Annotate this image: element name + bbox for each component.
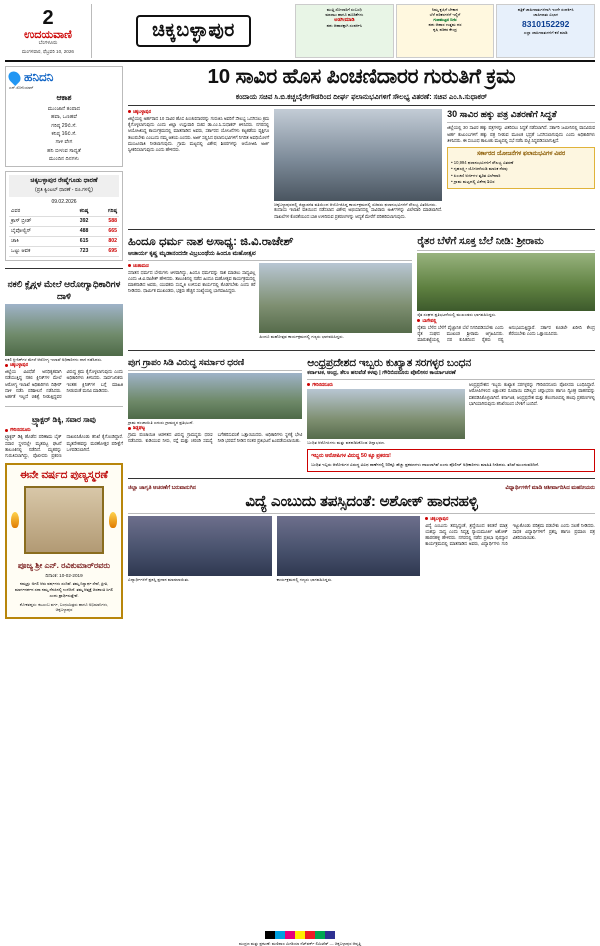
mid-story-3-caption: ಗ್ರಾಮ ಪಂಚಾಯಿತಿ ಎದುರು ಗ್ರಾಮಸ್ಥರ ಪ್ರತಿಭಟನೆ. — [128, 419, 194, 425]
ad-fert-line1: ನಿಮ್ಮ ಕೃಷಿಗೆ ಬೇಕಾದ — [431, 7, 459, 12]
left-story-2-byline: ಗೌರಿಬಿದನೂರು — [5, 427, 123, 432]
divider — [128, 370, 302, 371]
case-count-headline: ಇಬ್ಬರು ಆರೋಪಿಗಳ ವಿರುದ್ಧ 50 ಕ್ಕೂ ಪ್ರಕರಣ! — [311, 452, 391, 459]
lead-byline: ಚಿಕ್ಕಬಳ್ಳಾಪುರ — [128, 109, 269, 114]
market-title — [9, 175, 119, 196]
mid-story-2-byline: ಬಾಗೇಪಲ್ಲಿ — [417, 318, 595, 323]
divider — [128, 260, 412, 261]
reg-green — [315, 931, 325, 939]
reg-cyan — [275, 931, 285, 939]
case-count-box — [307, 449, 595, 472]
bottom-caption-1: ವಿದ್ಯಾರ್ಥಿಗಳಿಗೆ ಪ್ರಶಸ್ತಿ ಪ್ರದಾನ ಮಾಡಲಾಯಿತು. — [128, 576, 190, 582]
mid-story-1-sub: ಆಚಾರ್ಯ ಕೃಷ್ಣ ಮೃಡಾನಂದಜೀ ವಿಬ್ರಬಂಥೆಯ ಹಿಂದೂ ಮಹೋತ್ಸವ — [128, 250, 256, 257]
weather-row: ಮುಂದಿನ ದಿನಗಳು — [48, 155, 80, 162]
left-story-1-body — [5, 369, 123, 400]
page-footer: ಮುದ್ರಣ ಮತ್ತು ಪ್ರಕಟಣೆ: ಮಣಿಪಾಲ ಮೀಡಿಯಾ ನೆಟ್‌ವರ್ಕ್ ಲಿಮಿಟೆಡ್ — ಚಿಕ್ಕಬಳ್ಳಾಪುರ ಆವೃತ್ತಿ — [239, 941, 361, 946]
left-story-1 — [5, 276, 123, 401]
bullet-icon — [128, 110, 131, 113]
paper-name — [24, 29, 72, 47]
mid-story-3-body — [128, 432, 302, 446]
mid-story-3-photo — [128, 373, 302, 419]
weather-box — [5, 66, 123, 167]
market-date: 09.02.2026 — [51, 198, 77, 205]
mid-story-4-body — [469, 382, 595, 407]
reg-magenta — [285, 931, 295, 939]
mid-story-1-headline: ಹಿಂದೂ ಧರ್ಮ ನಾಶ ಅಸಾಧ್ಯ: ಜಿ.ವಿ.ರಾಜೇಶ್ — [128, 235, 294, 248]
bullet-icon — [5, 364, 8, 367]
lead-caption: ಚಿಕ್ಕಬಳ್ಳಾಪುರದಲ್ಲಿ ಜಿಲ್ಲಾಡಳಿತ ವತಿಯಿಂದ ಆಯೋಜಿಸಿದ್ದ ಕಾರ್ಯಕ್ರಮದಲ್ಲಿ ಸಚಿವರು ಫಲಾನುಭವಿಗಳಿಗೆ ಸೌಲಭ್ಯ ವಿತರಿಸಿದರು. — [274, 202, 437, 208]
bullet-icon — [425, 517, 428, 520]
mid-story-1-body — [128, 270, 255, 295]
obituary-name: ಪೂಜ್ಯ ಶ್ರೀ ಎನ್. ರವಿಕುಮಾರ್‌ರವರು — [17, 560, 111, 570]
left-story-2-text: ಟ್ರ್ಯಾಕ್ಟರ್ ಡಿಕ್ಕಿ ಹೊಡೆದ ಪರಿಣಾಮ ಬೈಕ್ ಸವಾರ ಸ್ಥಳದಲ್ಲೇ ಮೃತಪಟ್ಟ ಘಟನೆ ತಾಲೂಕಿನಲ್ಲಿ ನಡೆದಿದೆ. ಮೃತರನ್ನು ಗುರುತಿಸಲಾಗಿದ್ದು, ಪೊಲೀಸರು ಪ್ರಕರಣ ದಾಖಲಿಸಿಕೊಂಡು ತನಿಖೆ ಕೈಗೊಂಡಿದ್ದಾರೆ. ಮೃತದೇಹವನ್ನು ಮರಣೋತ್ತರ ಪರೀಕ್ಷೆಗೆ ಒಳಪಡಿಸಲಾಗಿದೆ. — [5, 434, 123, 459]
mid-story-hindu — [128, 236, 412, 344]
divider — [128, 350, 595, 351]
mid-story-3-headline: ಪುಗ ಗ್ರಾಪಂ ಸಿಡಿ ವಿರುದ್ಧ ಸರ್ಮಾರ ಧರಣಿ — [128, 356, 245, 367]
bottom-caption-2: ಕಾರ್ಯಕ್ರಮದಲ್ಲಿ ಗಣ್ಯರು ಭಾಗವಹಿಸಿದ್ದರು. — [276, 576, 333, 582]
divider — [128, 229, 595, 230]
market-subtitle: (ಪ್ರತಿ ಕ್ವಿಂಟಲ್ ಧಾರಣೆ - ರೂ.ಗಳಲ್ಲಿ) — [35, 186, 93, 193]
paper-name-text: ಉದಯವಾಣಿ — [24, 28, 72, 41]
bullet-icon — [417, 319, 420, 322]
market-table — [9, 207, 119, 257]
table-header-row — [9, 207, 119, 217]
bottom-photo-1 — [128, 516, 272, 576]
market-row-min: 723 — [63, 246, 91, 256]
left-story-1-byline: ಚಿಕ್ಕಬಳ್ಳಾಪುರ — [5, 362, 123, 367]
left-story-2-headline: ಟ್ರ್ಯಾಕ್ಟರ್ ಡಿಕ್ಕಿ, ಸವಾರ ಸಾವು — [32, 415, 96, 425]
reg-yellow — [295, 931, 305, 939]
weather-city: ಆಕಾಶ — [56, 93, 72, 102]
lead-story — [128, 66, 595, 223]
ad-mutton-line3: ಪಶು ಆಹಾರಕ್ಕಾಗಿ ಸಂಪರ್ಕಿಸಿ — [326, 23, 363, 29]
reg-red — [305, 931, 315, 939]
table-row — [9, 216, 119, 226]
market-row-label: ಒಟ್ಟು ಆವಕ — [9, 246, 63, 256]
weather-brand: ಹನಿದನಿ — [24, 70, 54, 84]
mid-row-1 — [128, 236, 595, 344]
divider — [447, 122, 595, 123]
bullet-icon — [307, 383, 310, 386]
mid-story-2-caption: ರೈತ ಸಂಘದ ಪ್ರತಿಭಟನೆಯಲ್ಲಿ ಮುಖಂಡರು ಭಾಗವಹಿಸಿದ್ದರು. — [417, 312, 497, 318]
divider — [307, 379, 595, 380]
mid-story-farmer — [417, 236, 595, 344]
bottom-byline: ಚಿಕ್ಕಬಳ್ಳಾಪುರ — [425, 516, 595, 521]
table-row — [9, 226, 119, 236]
ad-phone-line3: ಎಲ್ಲಾ ಜಾಹೀರಾತುಗಳಿಗೆ ಕರೆ ಮಾಡಿ — [523, 29, 568, 35]
mid-story-4-sub: ಕರ್ನಾಟಕ, ಆಂಧ್ರ, ತೆಲಂ ಹಲವೆಡೆ ಕಳವು | ಗೌರಿಬಿದನೂರು ಪೊಲೀಸರ ಕಾರ್ಯಾಚರಣೆ — [307, 370, 456, 377]
market-row-min: 615 — [63, 236, 91, 246]
bottom-story — [128, 485, 595, 582]
reg-blue — [325, 931, 335, 939]
bottom-sub-right: ವಿಧ್ಯಾರ್ಥಿಗಳಿಗೆ ಮಾಡಿ ಆಶೀರ್ವಾದಿಸಿದ ಮಹನೀಯರು — [505, 484, 595, 491]
masthead-date: ಮಂಗಳವಾರ, ಫೆಬ್ರವರಿ 10, 2026 — [22, 48, 74, 54]
ad-fert-line6: ಕೃಷಿ ಪರಿಕರ ಕೇಂದ್ರ — [433, 27, 457, 32]
weather-row: ಗರಿಷ್ಠ 29ಲಿ.ಸೆ. — [51, 122, 77, 129]
weather-row: ಮುಂಜಾನೆ ತಂಪಾದ — [47, 106, 81, 112]
case-count-text: ಬಂಧಿತ ಇಬ್ಬರು ಆರೋಪಿಗಳ ವಿರುದ್ಧ ವಿವಿಧ ಠಾಣೆಗಳಲ್ಲಿ 50ಕ್ಕೂ ಹೆಚ್ಚು ಪ್ರಕರಣಗಳು ದಾಖಲಾಗಿವೆ ಎಂದು ಪೊಲೀಸ್ ಅಧಿಕಾರಿಗಳು ಮಾಹಿತಿ ನೀಡಿದರು. ತನಿಖೆ ಮುಂದುವರಿದಿದೆ. — [311, 461, 540, 467]
lead-subhead: ಕಂದಾಯ ಸಚಿವ ಸಿ.ಬಿ.ಕಚ್ಚಬೈರೇಗೌಡರಿಂದ ದೀರ್ಘ ಫಲಾನುಭವಿಗಳಿಗೆ ಸೌಲಭ್ಯ ವಿತರಣೆ: ಸಚಿವ ಎಂ.ಸಿ.ಸುಧಾಕರ್ — [235, 91, 488, 101]
lead-text: ಜಿಲ್ಲೆಯಲ್ಲಿ ಅರ್ಹರಾದ 10 ಸಾವಿರ ಹೊಸ ಪಿಂಚಣಿದಾರರನ್ನು ಗುರುತಿಸಿ ಅವರಿಗೆ ಸೌಲಭ್ಯ ಒದಗಿಸಲು ಕ್ರಮ ಕೈಗೊಳ್ಳಲಾಗುವುದು ಎಂದು ಜಿಲ್ಲಾ ಉಸ್ತುವಾರಿ ಸಚಿವ ಡಾ.ಎಂ.ಸಿ.ಸುಧಾಕರ್ ತಿಳಿಸಿದರು. ನಗರದಲ್ಲಿ ಆಯೋಜಿಸಿದ್ದ ಕಾರ್ಯಕ್ರಮದಲ್ಲಿ ಮಾತನಾಡಿದ ಅವರು, ಸರ್ಕಾರದ ಯೋಜನೆಗಳು ಕಟ್ಟಕಡೆಯ ವ್ಯಕ್ತಿಗೂ ತಲುಪಬೇಕು ಎಂಬುದು ನಮ್ಮ ಆಶಯ ಎಂದರು. ಅರ್ಜಿ ಸಲ್ಲಿಸಿದ ಫಲಾನುಭವಿಗಳಿಗೆ ನಿಗದಿತ ಅವಧಿಯೊಳಗೆ ಮಂಜೂರಾತಿ ನೀಡಲಾಗುವುದು. ಗ್ರಾಮ ಮಟ್ಟದಲ್ಲಿ ವಿಶೇಷ ಶಿಬಿರಗಳನ್ನು ಆಯೋಜಿಸಿ ಅರ್ಜಿ ಸ್ವೀಕರಿಸಲಾಗುವುದು ಎಂದು ಹೇಳಿದರು. — [128, 116, 270, 153]
table-row — [9, 246, 119, 256]
divider — [417, 250, 595, 251]
market-box — [5, 171, 123, 260]
sidebox-item: • ಪಿಂಚಣಿ ಅರ್ಜಿಗಳ ತ್ವರಿತ ವಿಲೇವಾರಿ — [451, 172, 501, 178]
left-story-1-caption: ನಕಲಿ ಕ್ಲೀನಿಕ್‌ಗಳ ಮೇಲೆ ಆರೋಗ್ಯ ಇಲಾಖೆ ಅಧಿಕಾರಿಗಳು ದಾಳಿ ನಡೆಸಿದರು. — [5, 356, 103, 362]
edition-title-wrap — [92, 4, 295, 58]
sidebox-title: ಸರ್ಕಾರದ ಯೋಜನೆಗಳ ಫಲಾನುಭವಿಗಳ ವಿವರ — [477, 150, 566, 157]
left-story-1-text: ಜಿಲ್ಲೆಯ ವಿವಿಧೆಡೆ ಅನಧಿಕೃತವಾಗಿ ನಡೆಯುತ್ತಿದ್ದ ನಕಲಿ ಕ್ಲಿನಿಕ್‌ಗಳ ಮೇಲೆ ಆರೋಗ್ಯ ಇಲಾಖೆ ಅಧಿಕಾರಿಗಳು ದಿಢೀರ್ ದಾಳಿ ನಡೆಸಿ ಪರಿಶೀಲನೆ ನಡೆಸಿದರು. ಅರ್ಹತೆ ಇಲ್ಲದೆ ಚಿಕಿತ್ಸೆ ನೀಡುತ್ತಿದ್ದವರ ವಿರುದ್ಧ ಕ್ರಮ ಕೈಗೊಳ್ಳಲಾಗುವುದು ಎಂದು ಅಧಿಕಾರಿಗಳು ತಿಳಿಸಿದರು. ಸಾರ್ವಜನಿಕರು ಇಂತಹ ಕ್ಲಿನಿಕ್‌ಗಳ ಬಗ್ಗೆ ಮಾಹಿತಿ ನೀಡುವಂತೆ ಮನವಿ ಮಾಡಿದರು. — [5, 369, 123, 400]
divider — [5, 406, 123, 407]
ad-fert-line3: ಗುಣಮಟ್ಟದ ಬೀಜ — [433, 17, 457, 22]
obituary-ad[interactable] — [5, 463, 123, 619]
lead-photo — [274, 109, 442, 201]
market-title-text: ಚಿಕ್ಕಬಳ್ಳಾಪುರ ರೇಷ್ಮೆಗೂಡು ಧಾರಣೆ — [30, 177, 98, 185]
ad-fertilizer[interactable] — [396, 4, 495, 58]
market-col-max: ಗರಿಷ್ಠ — [90, 207, 119, 217]
divider — [128, 513, 595, 514]
divider — [5, 268, 123, 269]
market-row-label: ಚಾಕಿ — [9, 236, 63, 246]
ad-fert-line2: ಬೆಳೆ ಪರಿಕರಗಳಿಗೆ ಇಲ್ಲಿಗೆ — [429, 12, 461, 17]
ad-mutton-highlight: ಅಡಗೀಮಾಡಿ — [334, 17, 355, 23]
left-story-1-photo — [5, 304, 123, 356]
mid-story-4-byline: ಗೌರಿಬಿದನೂರು — [307, 382, 465, 387]
market-row-max: 665 — [90, 226, 119, 236]
weather-rows — [9, 105, 119, 163]
table-row — [9, 236, 119, 246]
mid-story-1-text: ಸನಾತನ ಧರ್ಮದ ಬೇರುಗಳು ಆಳವಾಗಿದ್ದು, ಹಿಂದೂ ಧರ್ಮವನ್ನು ನಾಶ ಮಾಡಲು ಸಾಧ್ಯವಿಲ್ಲ ಎಂದು ಜಿ.ವಿ.ರಾಜೇಶ್ ಹೇಳಿದರು. ತಾಲೂಕಿನಲ್ಲಿ ನಡೆದ ಹಿಂದೂ ಮಹೋತ್ಸವ ಕಾರ್ಯಕ್ರಮದಲ್ಲಿ ಮಾತನಾಡಿದ ಅವರು, ಯುವಕರು ಸಂಸ್ಕೃತಿ ಉಳಿಸುವ ಕಾರ್ಯದಲ್ಲಿ ತೊಡಗಬೇಕು ಎಂದು ಕರೆ ನೀಡಿದರು. ಧಾರ್ಮಿಕ ಮುಖಂಡರು, ಭಕ್ತರು ಹೆಚ್ಚಿನ ಸಂಖ್ಯೆಯಲ್ಲಿ ಭಾಗವಹಿಸಿದ್ದರು. — [128, 269, 256, 294]
masthead — [5, 4, 595, 62]
ad-phone-line1: ಪತ್ರಿಕೆ ಜಾಹೀರಾತುಗಳಿಗಾಗಿ ಇಂದೇ ಸಂಪರ್ಕಿಸಿ — [517, 7, 574, 12]
mid-story-1-photo — [259, 263, 412, 333]
weather-row: ಕನಿಷ್ಠ 16ಲಿ.ಸೆ. — [51, 130, 77, 137]
obituary-text: ನಮ್ಮನ್ನು ಅಗಲಿ ಆರು ವರ್ಷಗಳು ಸಂದಿವೆ. ತಮ್ಮ ನಿಸ್ವಾರ್ಥ ಸೇವೆ, ಪ್ರೀತಿ, ಮಾರ್ಗದರ್ಶನ ಸದಾ ನಮ್ಮ ನೆನಪಿನಲ್ಲಿ ಉಳಿದಿದೆ. ತಮ್ಮ ಆತ್ಮಕ್ಕೆ ಚಿರಶಾಂತಿ ಸಿಗಲಿ ಎಂದು ಪ್ರಾರ್ಥಿಸುತ್ತೇವೆ. — [14, 581, 114, 598]
mid-story-1-byline: ಚಿಂತಾಮಣಿ — [128, 263, 255, 268]
market-row-min: 488 — [63, 226, 91, 236]
mid-row-2 — [128, 357, 595, 472]
ad-fert-line5: ಉತ್ತಮ ದರ — [445, 22, 462, 27]
page-body — [5, 66, 595, 928]
market-row-max: 588 — [90, 216, 119, 226]
bullet-icon — [5, 429, 8, 432]
divider — [128, 105, 595, 106]
edition-title: ಚಿಕ್ಕಬಳ್ಳಾಪುರ — [136, 15, 251, 47]
market-row-min: 392 — [63, 216, 91, 226]
sidebox-item: • ಗ್ರಾಮ ಮಟ್ಟದಲ್ಲಿ ವಿಶೇಷ ಶಿಬಿರ — [451, 178, 495, 184]
weather-title — [9, 70, 119, 85]
divider — [128, 478, 595, 479]
obituary-title: ಈನೇ ವರ್ಷದ ಪುಣ್ಯಸ್ಮರಣೆ — [20, 469, 108, 482]
beneficiary-sidebox — [447, 147, 595, 189]
mid-story-1-caption: ಹಿಂದೂ ಮಹೋತ್ಸವ ಕಾರ್ಯಕ್ರಮದಲ್ಲಿ ಗಣ್ಯರು ಭಾಗವಹಿಸಿದ್ದರು. — [259, 333, 344, 339]
weather-row: ಹನಿ ಬೀಳುವ ಸಾಧ್ಯತೆ — [47, 147, 81, 154]
mid-story-4-headline: ಆಂಧ್ರಪ್ರದೇಶದ ಇಬ್ಬರು ಕುಖ್ಯಾತ ಸರಗಳ್ಳರ ಬಂಧನ — [307, 356, 472, 369]
weather-row: ಗಾಳಿ ವೇಗ — [55, 139, 73, 146]
lead-text2: ಕಂದಾಯ ಇಲಾಖೆ ವತಿಯಿಂದ ನಡೆಸಲಾದ ವಿಶೇಷ ಅಭಿಯಾನದಲ್ಲಿ ಸಾವಿರಾರು ಅರ್ಜಿಗಳನ್ನು ವಿಲೇವಾರಿ ಮಾಡಲಾಗಿದೆ. ದಾಖಲೆಗಳ ಕೊರತೆಯಿಂದ ಬಾಕಿ ಉಳಿದಿರುವ ಪ್ರಕರಣಗಳನ್ನು ಆದ್ಯತೆ ಮೇರೆಗೆ ಪರಿಹರಿಸಲಾಗುವುದು. — [274, 207, 443, 219]
lamp-icon — [11, 512, 19, 528]
market-row-label: ಕ್ರಾಸ್ ಬ್ರೀಡ್ — [9, 216, 63, 226]
left-story-2 — [5, 413, 123, 459]
mid-story-2-photo — [417, 253, 595, 311]
sub-story-top-text: ಜಿಲ್ಲೆಯಲ್ಲಿ 30 ಸಾವಿರ ಹಕ್ಕು ಪತ್ರಗಳನ್ನು ವಿತರಿಸಲು ಸಿದ್ಧತೆ ನಡೆಸಲಾಗಿದೆ. ಸರ್ಕಾರಿ ಜಮೀನಿನಲ್ಲಿ ವಾಸವಿರುವ ಅರ್ಹ ಕುಟುಂಬಗಳಿಗೆ ಹಕ್ಕು ಪತ್ರ ನೀಡುವ ಮೂಲಕ ಭದ್ರತೆ ಒದಗಿಸಲಾಗುವುದು ಎಂದು ಅಧಿಕಾರಿಗಳು ತಿಳಿಸಿದರು. ಈ ಸಂಬಂಧ ತಾಲೂಕು ಮಟ್ಟದಲ್ಲಿ ಸಭೆ ನಡೆಸಿ ಪಟ್ಟಿ ಸಿದ್ಧಪಡಿಸಲಾಗುತ್ತಿದೆ. — [447, 125, 595, 143]
sub-story-top-headline: 30 ಸಾವಿರ ಹಕ್ಕು ಪತ್ರ ವಿತರಣೆಗೆ ಸಿದ್ಧತೆ — [447, 109, 557, 120]
sub-story-top-body — [447, 125, 595, 144]
bullet-icon — [128, 264, 131, 267]
mid-story-4-text: ಆಂಧ್ರಪ್ರದೇಶದ ಇಬ್ಬರು ಕುಖ್ಯಾತ ಸರಗಳ್ಳರನ್ನು ಗೌರಿಬಿದನೂರು ಪೊಲೀಸರು ಬಂಧಿಸಿದ್ದಾರೆ. ಆರೋಪಿಗಳಿಂದ ಲಕ್ಷಾಂತರ ರೂಪಾಯಿ ಮೌಲ್ಯದ ಚಿನ್ನಾಭರಣ ಹಾಗೂ ದ್ವಿಚಕ್ರ ವಾಹನವನ್ನು ವಶಪಡಿಸಿಕೊಳ್ಳಲಾಗಿದೆ. ಕರ್ನಾಟಕ, ಆಂಧ್ರಪ್ರದೇಶ ಮತ್ತು ತೆಲಂಗಾಣದಲ್ಲಿ ಹಲವು ಪ್ರಕರಣಗಳಲ್ಲಿ ಭಾಗಿಯಾಗಿರುವುದು ತನಿಖೆಯಿಂದ ಬೆಳಕಿಗೆ ಬಂದಿದೆ. — [468, 382, 595, 406]
left-story-2-body — [5, 434, 123, 459]
lamp-icon — [109, 512, 117, 528]
mid-story-panchayat — [128, 357, 302, 472]
market-col-label: ವಿವರ — [9, 207, 63, 217]
left-story-1-headline: ನಕಲಿ ಕ್ಲೈಸ್ಗಳ ಮೇಲೆ ಆರೋಗ್ಯಾಧಿಕಾರಿಗಳ ದಾಳಿ — [7, 278, 121, 301]
masthead-ads — [295, 4, 595, 58]
obituary-date: ದಿನಾಂಕ: 10-02-2019 — [45, 573, 83, 579]
mid-story-3-byline: ಶಿಡ್ಲಘಟ್ಟ — [128, 425, 302, 430]
bottom-headline: ವಿದ್ಯೆ ಎಂಬುದು ತಪಸ್ಸಿದಂತೆ: ಅಶೋಕ್ ಹಾರನಹಳ್ಳಿ — [245, 492, 478, 510]
lead-body-mid — [274, 207, 442, 219]
mid-story-arrest — [307, 357, 595, 472]
ad-phone[interactable] — [496, 4, 595, 58]
ad-phone-number[interactable]: 8310152292 — [522, 19, 570, 29]
sidebox-item: • ಗೃಹಲಕ್ಷ್ಮೀ ಯೋಜನೆಯಡಿ ಮಾಸಿಕ ನೆರವು — [451, 166, 508, 172]
reg-black — [265, 931, 275, 939]
left-column — [5, 66, 123, 928]
market-row-max: 695 — [90, 246, 119, 256]
ad-fert-line4: ಪಶು ಆಹಾರ — [428, 22, 445, 27]
market-col-min: ಕನಿಷ್ಠ — [63, 207, 91, 217]
ad-mutton-line2: ಮಾರಾಟ ಹಾಗೂ ಹೂಡಿಕೆಗಳು — [325, 12, 364, 17]
ad-mutton[interactable] — [295, 4, 394, 58]
market-row-max: 802 — [90, 236, 119, 246]
water-drop-icon — [6, 69, 23, 86]
masthead-left — [5, 4, 92, 58]
market-row-label: ಬೈವೋಲ್ಟಿನ್ — [9, 226, 63, 236]
weather-brand-sub: ಎನ್.ಸೋನಿಯಾನ್ — [9, 85, 34, 90]
bottom-sub-left: ಜಿಲ್ಲಾ ಜಾಗೃತಿ ಆಚರಣೆಗೆ ಬರುವಾನುಗಿನ — [128, 484, 196, 491]
bullet-icon — [128, 427, 131, 430]
weather-row: ಹವಾ, ಒಣಹವೆ — [51, 114, 77, 121]
bottom-photo-2 — [277, 516, 421, 576]
lead-headline: 10 ಸಾವಿರ ಹೊಸ ಪಿಂಚಣಿದಾರರ ಗುರುತಿಗೆ ಕ್ರಮ — [207, 65, 516, 88]
bottom-text: ವಿದ್ಯೆ ಎಂಬುದು ತಪಸ್ಸಿದ್ದಂತೆ, ಶ್ರದ್ಧೆಯಿಂದ ಕಲಿತರೆ ಮಾತ್ರ ಯಶಸ್ಸು ಸಾಧ್ಯ ಎಂದು ನಿವೃತ್ತ ನ್ಯಾಯಮೂರ್ತಿ ಅಶೋಕ್ ಹಾರನಹಳ್ಳಿ ಹೇಳಿದರು. ನಗರದಲ್ಲಿ ನಡೆದ ಪ್ರತಿಭಾ ಪುರಸ್ಕಾರ ಕಾರ್ಯಕ್ರಮದಲ್ಲಿ ಮಾತನಾಡಿದ ಅವರು, ವಿದ್ಯಾರ್ಥಿಗಳು ಗುರಿ ಇಟ್ಟುಕೊಂಡು ಪರಿಶ್ರಮ ಪಡಬೇಕು ಎಂದು ಸಲಹೆ ನೀಡಿದರು. ಸಾಧಕ ವಿದ್ಯಾರ್ಥಿಗಳಿಗೆ ಪ್ರಶಸ್ತಿ ಹಾಗೂ ಪ್ರಮಾಣ ಪತ್ರ ವಿತರಿಸಲಾಯಿತು. — [425, 522, 595, 547]
mid-story-3-text: ಗ್ರಾಮ ಪಂಚಾಯಿತಿ ಆಡಳಿತದ ವಿರುದ್ಧ ಗ್ರಾಮಸ್ಥರು ಧರಣಿ ನಡೆಸಿದರು. ಕುಡಿಯುವ ನೀರು, ರಸ್ತೆ ಮತ್ತು ಚರಂಡಿ ಸಮಸ್ಯೆ ಬಗೆಹರಿಸುವಂತೆ ಒತ್ತಾಯಿಸಿದರು. ಅಧಿಕಾರಿಗಳು ಸ್ಥಳಕ್ಕೆ ಭೇಟಿ ನೀಡಿ ಭರವಸೆ ನೀಡಿದ ನಂತರ ಪ್ರತಿಭಟನೆ ಹಿಂಪಡೆಯಲಾಯಿತು. — [128, 432, 303, 444]
sidebox-item: • 10,994 ಫಲಾನುಭವಿಗಳಿಗೆ ಸೌಲಭ್ಯ ವಿತರಣೆ — [451, 159, 514, 165]
color-registration-bar — [5, 931, 595, 939]
paper-sub: ಬೆಂಗಳೂರು — [38, 40, 58, 47]
mid-story-2-headline: ರೈತರ ಬೆಳೆಗೆ ಸೂಕ್ತ ಬೆಲೆ ನೀಡಿ: ಶ್ರೀರಾಮ — [417, 235, 544, 247]
ad-mutton-line1: ಮುತ್ತಿ ಸೋಲಾರಿಗೆ ಸಂಬಂಧಿ — [326, 7, 362, 12]
mid-story-2-text: ರೈತರು ಬೆಳೆದ ಬೆಳೆಗೆ ವೈಜ್ಞಾನಿಕ ಬೆಲೆ ನಿಗದಿಪಡಿಸಬೇಕು ಎಂದು ರೈತ ಸಂಘದ ಮುಖಂಡ ಶ್ರೀರಾಮ ಆಗ್ರಹಿಸಿದರು. ಮಾರುಕಟ್ಟೆಯಲ್ಲಿ ದರ ಕುಸಿತದಿಂದ ರೈತರು ನಷ್ಟ ಅನುಭವಿಸುತ್ತಿದ್ದಾರೆ. ಸರ್ಕಾರ ಕೂಡಲೇ ಖರೀದಿ ಕೇಂದ್ರ ತೆರೆಯಬೇಕು ಎಂದು ಒತ್ತಾಯಿಸಿದರು. — [417, 324, 595, 343]
mid-story-4-photo — [307, 389, 465, 439]
mid-story-4-caption: ಬಂಧಿತ ಆರೋಪಿಗಳು ಮತ್ತು ವಶಪಡಿಸಿಕೊಂಡ ಚಿನ್ನಾಭರಣ. — [307, 440, 386, 446]
lead-body-left — [128, 116, 269, 153]
obituary-from: ಶೋಕತಪ್ತರು: ಕುಟುಂಬ ವರ್ಗ, ಬಂಧುಮಿತ್ರರು ಹಾಗೂ ಅಭಿಮಾನಿಗಳು, ಚಿಕ್ಕಬಳ್ಳಾಪುರ — [19, 601, 109, 613]
bottom-body — [425, 523, 595, 548]
main-column — [128, 66, 595, 928]
obituary-portrait — [24, 486, 104, 554]
mid-story-2-body — [417, 325, 595, 344]
page-number: 2 — [42, 6, 54, 29]
ad-phone-line2: ಜಾಹೀರಾತು ವಿಭಾಗ — [533, 12, 559, 17]
